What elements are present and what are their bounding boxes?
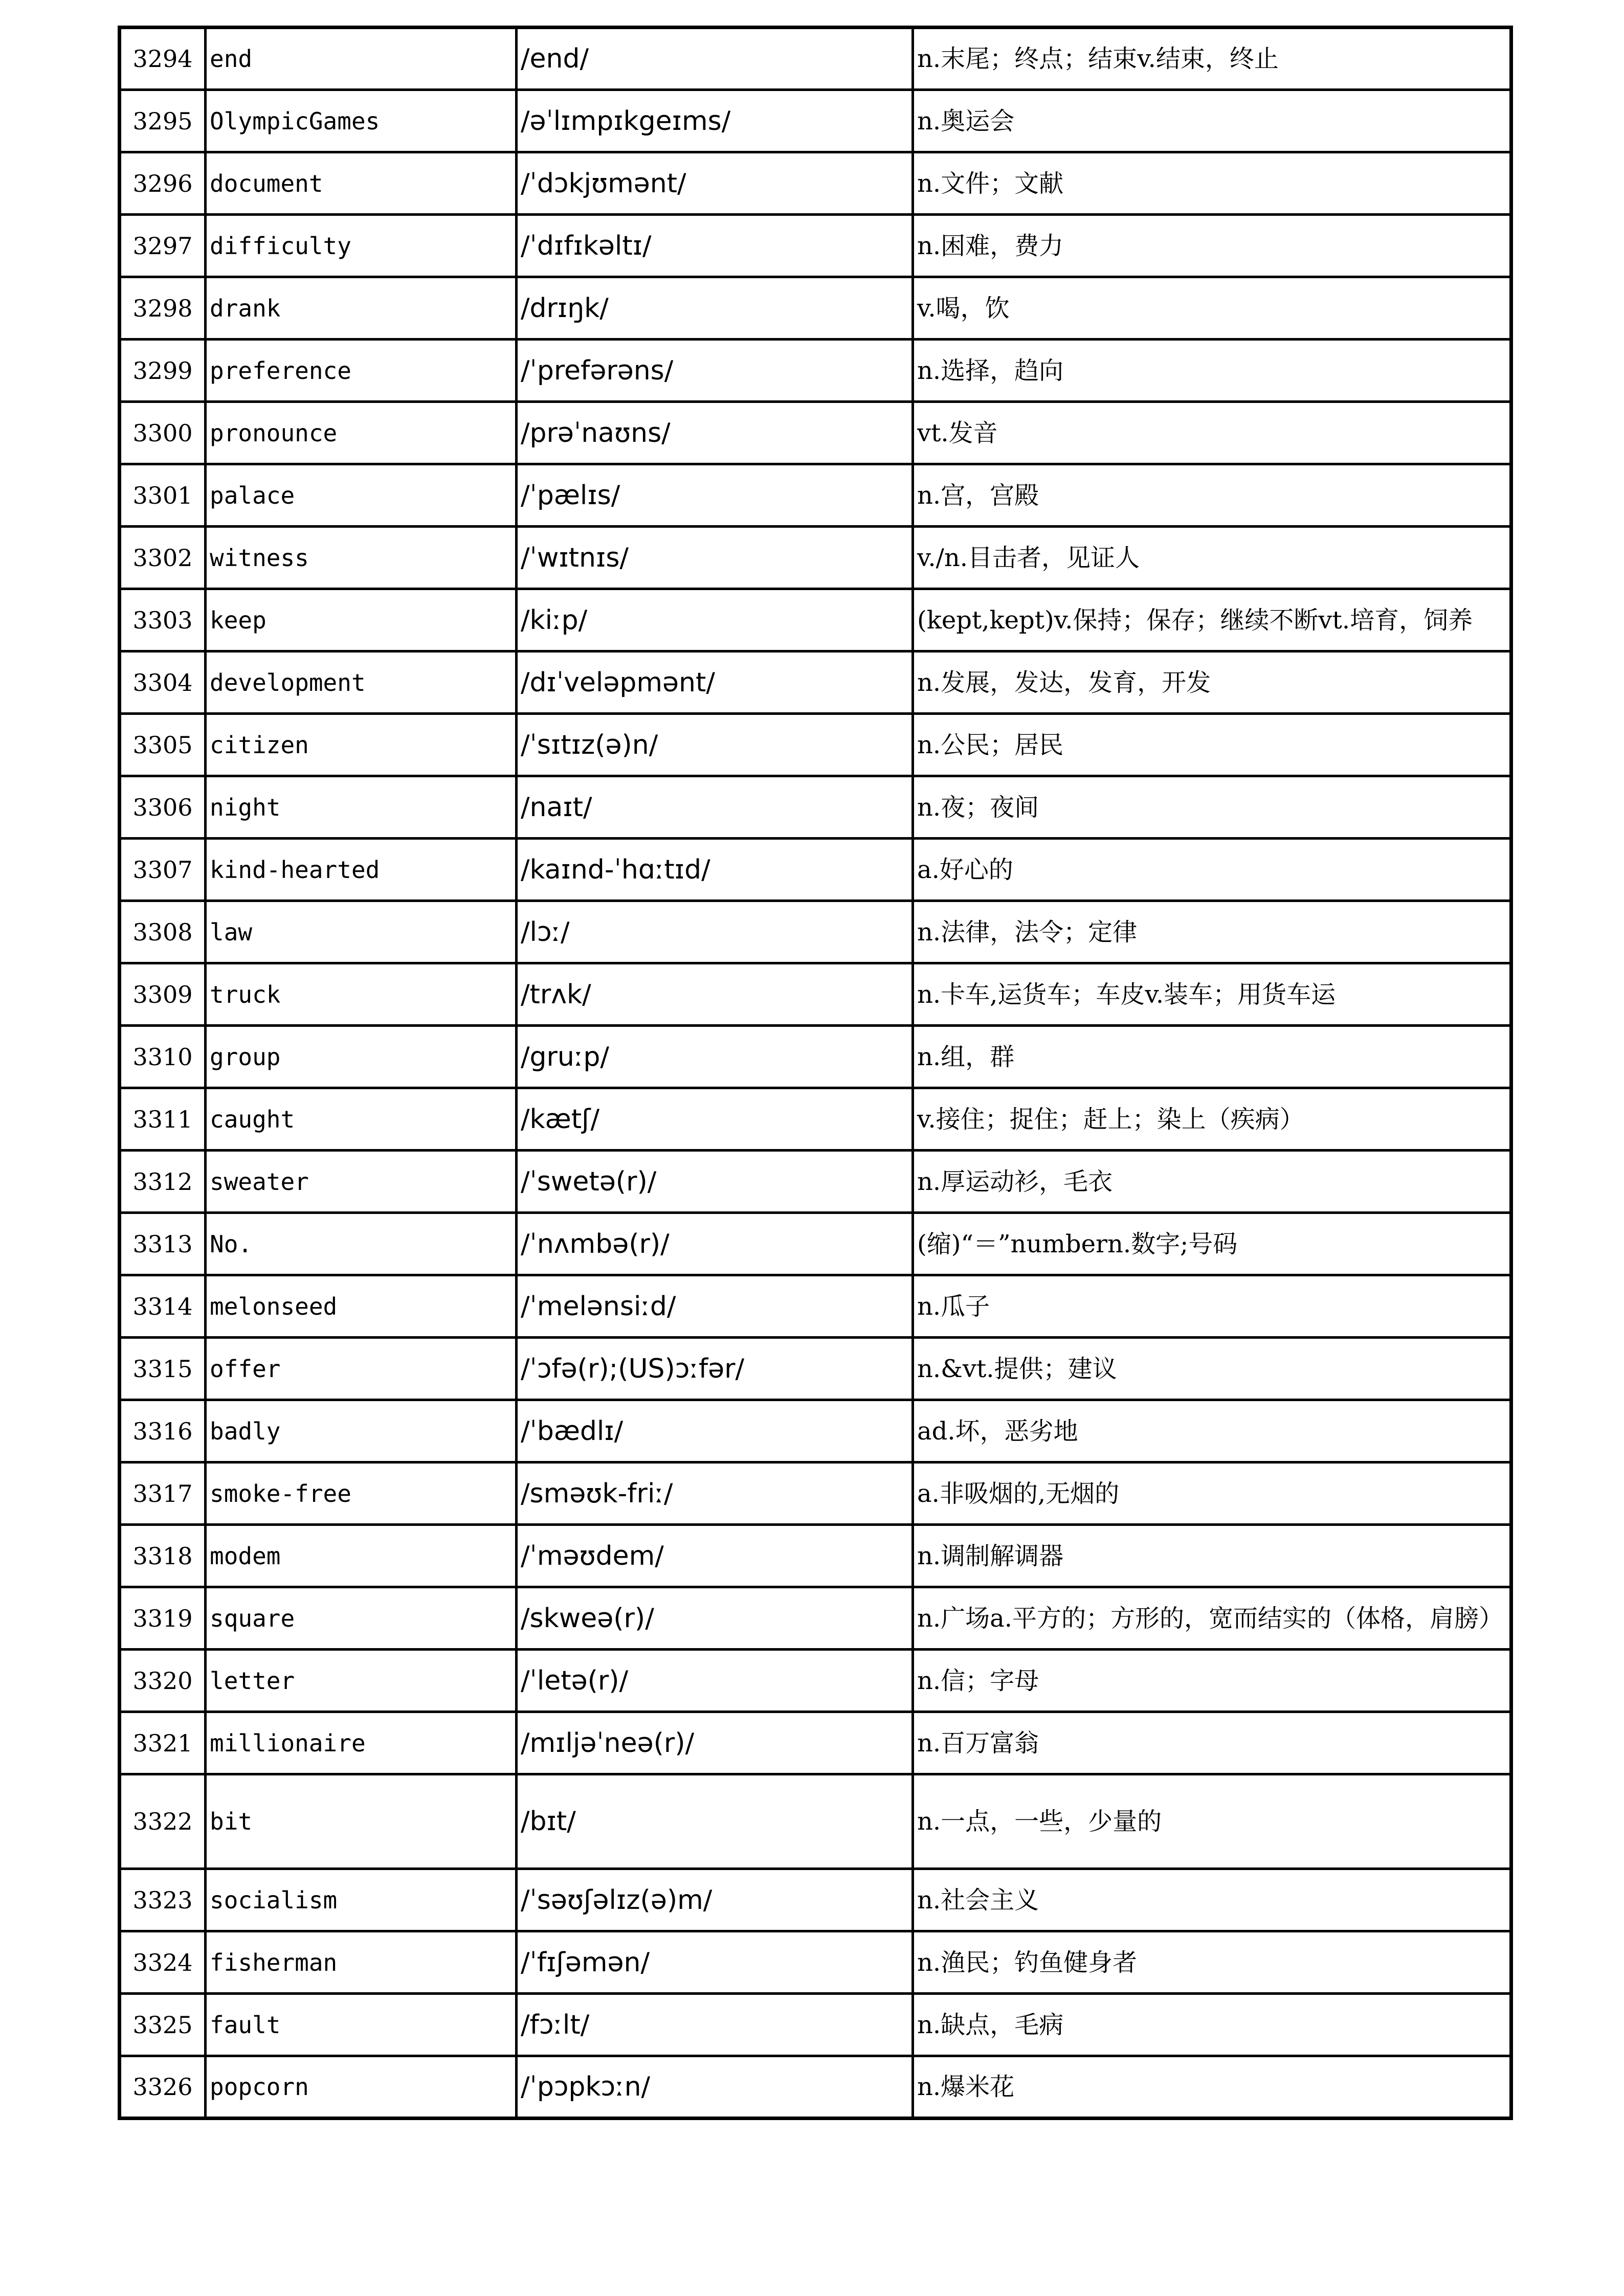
entry-pronunciation: /bɪt/ [517,1774,913,1869]
table-row [120,963,1511,1026]
entry-pronunciation: /mɪljəˈneə(r)/ [517,1712,913,1774]
entry-definition: n.法律，法令；定律 [913,901,1511,963]
entry-pronunciation: /drɪŋk/ [517,277,913,340]
entry-definition: n.卡车,运货车；车皮v.装车；用货车运 [913,963,1511,1026]
table-row [120,2056,1511,2119]
entry-word: No. [206,1213,517,1275]
entry-pronunciation: /ˈletə(r)/ [517,1650,913,1712]
entry-word: millionaire [206,1712,517,1774]
entry-definition: n.宫，宫殿 [913,464,1511,527]
entry-pronunciation: /ˈnʌmbə(r)/ [517,1213,913,1275]
entry-word: development [206,651,517,714]
entry-definition: n.爆米花 [913,2056,1511,2119]
entry-definition: n.&vt.提供；建议 [913,1338,1511,1400]
entry-definition: n.广场a.平方的；方形的，宽而结实的（体格，肩膀） [913,1587,1511,1650]
entry-definition: n.渔民；钓鱼健身者 [913,1931,1511,1994]
entry-definition: n.调制解调器 [913,1525,1511,1587]
entry-word: OlympicGames [206,90,517,152]
table-row [120,1774,1511,1869]
entry-number: 3313 [120,1213,206,1275]
table-row [120,464,1511,527]
table-row [120,714,1511,776]
entry-definition: v.接住；捉住；赶上；染上（疾病） [913,1088,1511,1151]
entry-number: 3309 [120,963,206,1026]
entry-word: witness [206,527,517,589]
entry-number: 3295 [120,90,206,152]
entry-pronunciation: /ˈswetə(r)/ [517,1151,913,1213]
entry-definition: n.一点，一些，少量的 [913,1774,1511,1869]
entry-number: 3301 [120,464,206,527]
entry-word: melonseed [206,1275,517,1338]
entry-number: 3325 [120,1994,206,2056]
entry-definition: n.组，群 [913,1026,1511,1088]
entry-number: 3319 [120,1587,206,1650]
entry-pronunciation: /prəˈnaʊns/ [517,402,913,464]
entry-pronunciation: /dɪˈveləpmənt/ [517,651,913,714]
entry-number: 3304 [120,651,206,714]
table-row [120,1400,1511,1462]
entry-pronunciation: /ˈbædlɪ/ [517,1400,913,1462]
entry-pronunciation: /naɪt/ [517,776,913,839]
entry-word: drank [206,277,517,340]
entry-number: 3321 [120,1712,206,1774]
entry-definition: n.末尾；终点；结束v.结束，终止 [913,28,1511,90]
entry-pronunciation: /sməʊk-friː/ [517,1462,913,1525]
entry-word: citizen [206,714,517,776]
table-row [120,1931,1511,1994]
table-row [120,901,1511,963]
entry-word: group [206,1026,517,1088]
entry-number: 3308 [120,901,206,963]
table-row [120,839,1511,901]
entry-word: kind-hearted [206,839,517,901]
entry-number: 3318 [120,1525,206,1587]
entry-pronunciation: /ˈsəʊʃəlɪz(ə)m/ [517,1869,913,1931]
entry-word: end [206,28,517,90]
entry-definition: n.缺点，毛病 [913,1994,1511,2056]
entry-word: sweater [206,1151,517,1213]
entry-pronunciation: /gruːp/ [517,1026,913,1088]
entry-definition: n.社会主义 [913,1869,1511,1931]
entry-number: 3311 [120,1088,206,1151]
entry-definition: n.选择，趋向 [913,340,1511,402]
entry-number: 3302 [120,527,206,589]
entry-pronunciation: /trʌk/ [517,963,913,1026]
entry-number: 3316 [120,1400,206,1462]
entry-number: 3312 [120,1151,206,1213]
entry-word: badly [206,1400,517,1462]
table-row [120,1587,1511,1650]
entry-word: offer [206,1338,517,1400]
vocabulary-table-body [120,28,1511,2119]
entry-definition: v.喝，饮 [913,277,1511,340]
table-row [120,277,1511,340]
entry-definition: n.奥运会 [913,90,1511,152]
entry-number: 3297 [120,215,206,277]
entry-number: 3307 [120,839,206,901]
entry-word: document [206,152,517,215]
entry-definition: n.公民；居民 [913,714,1511,776]
entry-definition: n.文件；文献 [913,152,1511,215]
entry-number: 3305 [120,714,206,776]
entry-number: 3298 [120,277,206,340]
table-row [120,589,1511,651]
entry-word: palace [206,464,517,527]
entry-number: 3315 [120,1338,206,1400]
entry-pronunciation: /end/ [517,28,913,90]
entry-number: 3322 [120,1774,206,1869]
entry-definition: (缩)“＝”numbern.数字;号码 [913,1213,1511,1275]
entry-word: difficulty [206,215,517,277]
table-row [120,1525,1511,1587]
entry-number: 3303 [120,589,206,651]
entry-definition: n.瓜子 [913,1275,1511,1338]
entry-number: 3310 [120,1026,206,1088]
entry-pronunciation: /fɔːlt/ [517,1994,913,2056]
entry-pronunciation: /ˈmelənsiːd/ [517,1275,913,1338]
entry-pronunciation: /ˈwɪtnɪs/ [517,527,913,589]
entry-number: 3296 [120,152,206,215]
entry-number: 3323 [120,1869,206,1931]
table-row [120,90,1511,152]
entry-number: 3314 [120,1275,206,1338]
entry-word: modem [206,1525,517,1587]
entry-pronunciation: /ˈdɔkjʊmənt/ [517,152,913,215]
entry-word: letter [206,1650,517,1712]
entry-definition: n.夜；夜间 [913,776,1511,839]
table-row [120,1088,1511,1151]
entry-word: socialism [206,1869,517,1931]
entry-word: truck [206,963,517,1026]
entry-number: 3294 [120,28,206,90]
entry-definition: n.困难，费力 [913,215,1511,277]
table-row [120,1650,1511,1712]
entry-word: popcorn [206,2056,517,2119]
table-row [120,1712,1511,1774]
entry-pronunciation: /ˈpɔpkɔːn/ [517,2056,913,2119]
entry-word: bit [206,1774,517,1869]
entry-number: 3326 [120,2056,206,2119]
table-row [120,1213,1511,1275]
table-row [120,776,1511,839]
table-row [120,402,1511,464]
entry-word: square [206,1587,517,1650]
table-row [120,152,1511,215]
entry-pronunciation: /kiːp/ [517,589,913,651]
entry-definition: n.百万富翁 [913,1712,1511,1774]
entry-pronunciation: /ˈməʊdem/ [517,1525,913,1587]
entry-pronunciation: /ˈpælɪs/ [517,464,913,527]
entry-word: keep [206,589,517,651]
entry-word: smoke-free [206,1462,517,1525]
entry-word: caught [206,1088,517,1151]
table-row [120,1275,1511,1338]
entry-definition: a.好心的 [913,839,1511,901]
entry-pronunciation: /ˈfɪʃəmən/ [517,1931,913,1994]
table-row [120,1869,1511,1931]
table-row [120,340,1511,402]
entry-definition: v./n.目击者，见证人 [913,527,1511,589]
entry-word: fault [206,1994,517,2056]
entry-pronunciation: /əˈlɪmpɪkgeɪms/ [517,90,913,152]
entry-word: preference [206,340,517,402]
entry-pronunciation: /ˈsɪtɪz(ə)n/ [517,714,913,776]
entry-number: 3299 [120,340,206,402]
entry-number: 3320 [120,1650,206,1712]
entry-definition: n.厚运动衫，毛衣 [913,1151,1511,1213]
entry-definition: a.非吸烟的,无烟的 [913,1462,1511,1525]
entry-definition: ad.坏，恶劣地 [913,1400,1511,1462]
entry-pronunciation: /lɔː/ [517,901,913,963]
entry-number: 3324 [120,1931,206,1994]
table-row [120,1462,1511,1525]
table-row [120,651,1511,714]
entry-number: 3306 [120,776,206,839]
entry-pronunciation: /ˈɔfə(r);(US)ɔːfər/ [517,1338,913,1400]
table-row [120,527,1511,589]
table-row [120,1994,1511,2056]
entry-word: law [206,901,517,963]
entry-number: 3317 [120,1462,206,1525]
entry-word: fisherman [206,1931,517,1994]
entry-definition: n.发展，发达，发育，开发 [913,651,1511,714]
entry-definition: vt.发音 [913,402,1511,464]
entry-pronunciation: /ˈdɪfɪkəltɪ/ [517,215,913,277]
entry-pronunciation: /kætʃ/ [517,1088,913,1151]
table-row [120,1151,1511,1213]
table-row [120,1338,1511,1400]
entry-definition: n.信；字母 [913,1650,1511,1712]
table-row [120,28,1511,90]
entry-pronunciation: /kaɪnd-ˈhɑːtɪd/ [517,839,913,901]
entry-number: 3300 [120,402,206,464]
vocabulary-table [118,26,1513,2120]
entry-pronunciation: /skweə(r)/ [517,1587,913,1650]
table-row [120,215,1511,277]
entry-definition: (kept,kept)v.保持；保存；继续不断vt.培育，饲养 [913,589,1511,651]
entry-word: night [206,776,517,839]
entry-word: pronounce [206,402,517,464]
table-row [120,1026,1511,1088]
entry-pronunciation: /ˈprefərəns/ [517,340,913,402]
